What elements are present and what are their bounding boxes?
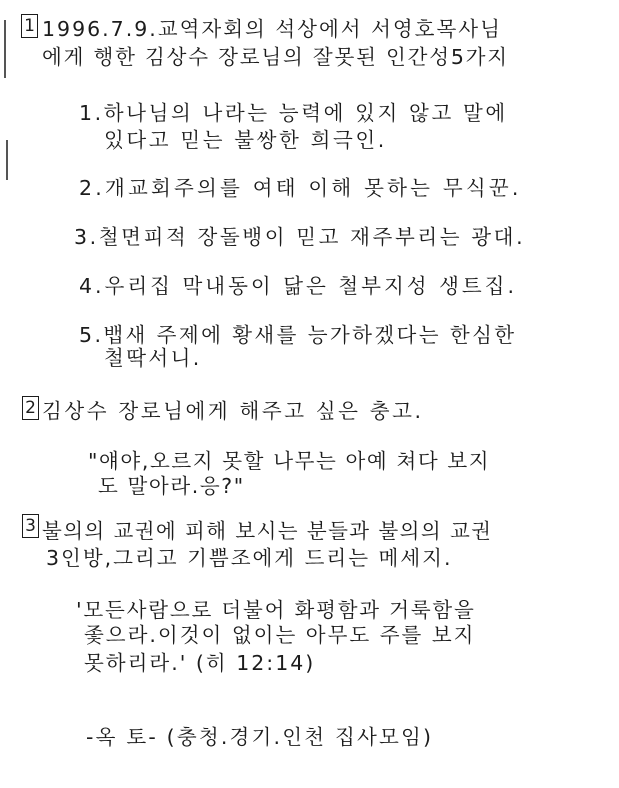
list-item: 4.우리집 막내동이 닮은 철부지성 생트집.: [79, 274, 517, 298]
signature: -옥 토- (충청.경기.인천 집사모임): [86, 725, 434, 749]
section-heading-line: 1996.7.9.교역자회의 석상에서 서영호목사님: [42, 17, 502, 41]
list-item-continuation: 철딱서니.: [104, 346, 202, 370]
margin-mark: [6, 140, 8, 180]
section-number-box: 3: [22, 514, 39, 538]
quote-line: '모든사람으로 더불어 화평함과 거룩함을: [76, 598, 476, 622]
quote-line: "얘야,오르지 못할 나무는 아예 쳐다 보지: [88, 449, 491, 473]
section-number-box: 1: [21, 14, 38, 38]
quote-line: 도 말아라.응?": [98, 474, 245, 498]
section-heading-line: 김상수 장로님에게 해주고 싶은 충고.: [42, 399, 424, 423]
section-heading-line: 불의의 교권에 피해 보시는 분들과 불의의 교권: [42, 519, 493, 543]
quote-line: 못하리라.' (히 12:14): [84, 651, 316, 675]
quote-line: 좇으라.이것이 없이는 아무도 주를 보지: [84, 623, 476, 647]
margin-mark: [4, 20, 6, 78]
list-item: 3.철면피적 장돌뱅이 믿고 재주부리는 광대.: [74, 225, 526, 249]
section-heading-line: 3인방,그리고 기쁨조에게 드리는 메세지.: [46, 546, 453, 570]
list-item: 1.하나님의 나라는 능력에 있지 않고 말에: [79, 101, 508, 125]
list-item: 5.뱁새 주제에 황새를 능가하겠다는 한심한: [79, 323, 517, 347]
list-item-continuation: 있다고 믿는 불쌍한 희극인.: [104, 128, 387, 152]
section-number-box: 2: [22, 396, 39, 420]
section-heading-line: 에게 행한 김상수 장로님의 잘못된 인간성5가지: [42, 45, 509, 69]
list-item: 2.개교회주의를 여태 이해 못하는 무식꾼.: [79, 176, 522, 200]
